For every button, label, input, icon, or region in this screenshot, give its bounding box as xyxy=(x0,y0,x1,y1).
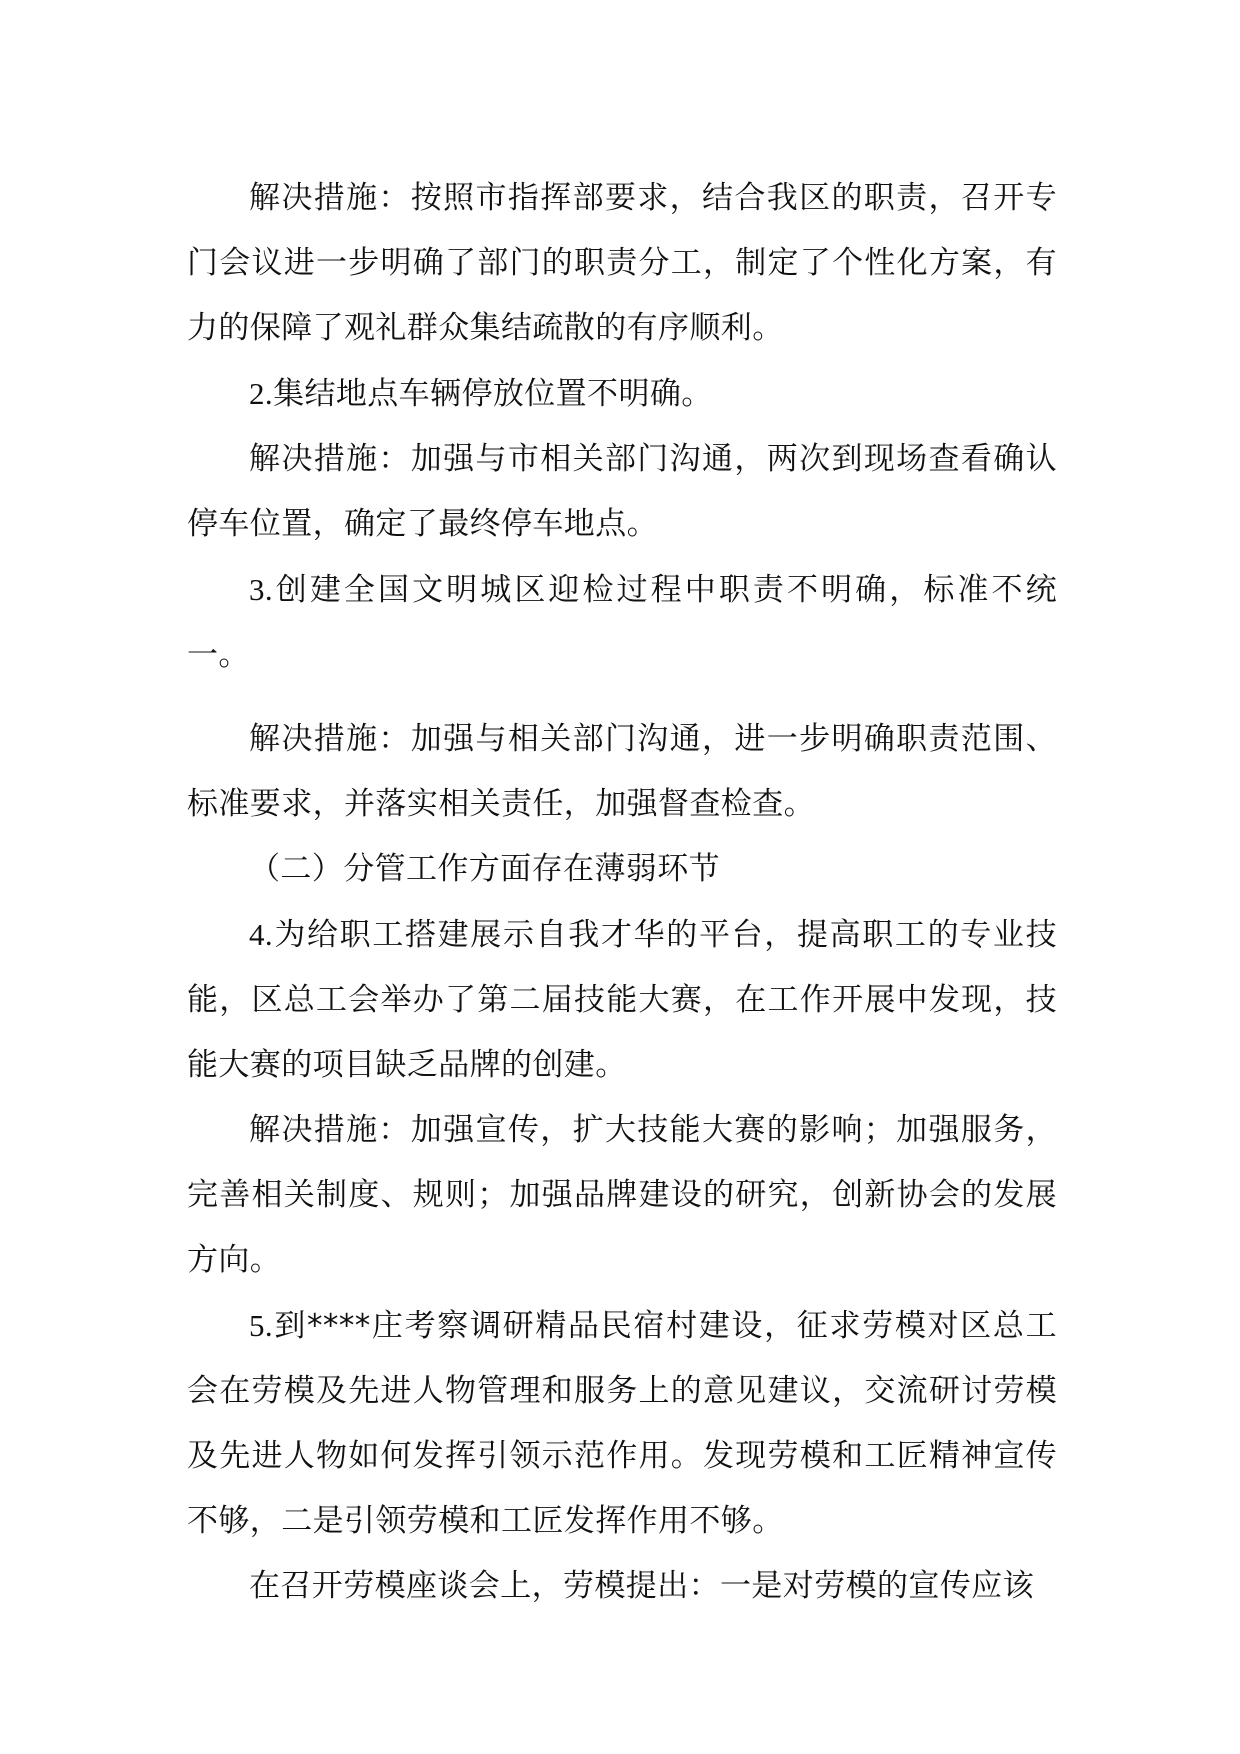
item-number: 3. xyxy=(249,572,274,607)
paragraph-symposium: 在召开劳模座谈会上，劳模提出：一是对劳模的宣传应该 xyxy=(249,1568,1034,1604)
document-body xyxy=(187,166,1057,1619)
paragraph-item-5 xyxy=(187,1293,1057,1554)
item-text: 到****庄考察调研精品民宿村建设，征求劳模对区总工会在劳模及先进人物管理和服务上的意见建议，交流研讨劳模及先进人物如何发挥引领示范作用。发现劳模和工匠精神宣传不够，二是引领劳模和工匠发挥作用不够。 xyxy=(187,1308,1057,1539)
paragraph-solution-1: 解决措施：按照市指挥部要求，结合我区的职责，召开专门会议进一步明确了部门的职责分工，制定了个性化方案，有力的保障了观礼群众集结疏散的有序顺利。 xyxy=(187,180,1057,346)
paragraph-item-3 xyxy=(187,557,1057,688)
paragraph-solution-3: 解决措施：加强与相关部门沟通，进一步明确职责范围、标准要求，并落实相关责任，加强督查检查。 xyxy=(187,721,1057,822)
item-text: 集结地点车辆停放位置不明确。 xyxy=(273,376,713,412)
item-number: 2. xyxy=(249,376,274,411)
item-number: 4. xyxy=(249,917,274,952)
item-text: 为给职工搭建展示自我才华的平台，提高职工的专业技能，区总工会举办了第二届技能大赛，在工作开展中发现，技能大赛的项目缺乏品牌的创建。 xyxy=(187,917,1057,1083)
section-heading: （二）分管工作方面存在薄弱环节 xyxy=(249,851,720,887)
item-number: 5. xyxy=(249,1308,274,1343)
paragraph-solution-4: 解决措施：加强宣传，扩大技能大赛的影响；加强服务，完善相关制度、规则；加强品牌建设的研究，创新协会的发展方向。 xyxy=(187,1112,1057,1278)
item-text: 创建全国文明城区迎检过程中职责不明确，标准不统一。 xyxy=(187,572,1057,673)
paragraph-item-2 xyxy=(187,361,1057,427)
paragraph-item-4 xyxy=(187,902,1057,1098)
paragraph-solution-2: 解决措施：加强与市相关部门沟通，两次到现场查看确认停车位置，确定了最终停车地点。 xyxy=(187,441,1057,542)
